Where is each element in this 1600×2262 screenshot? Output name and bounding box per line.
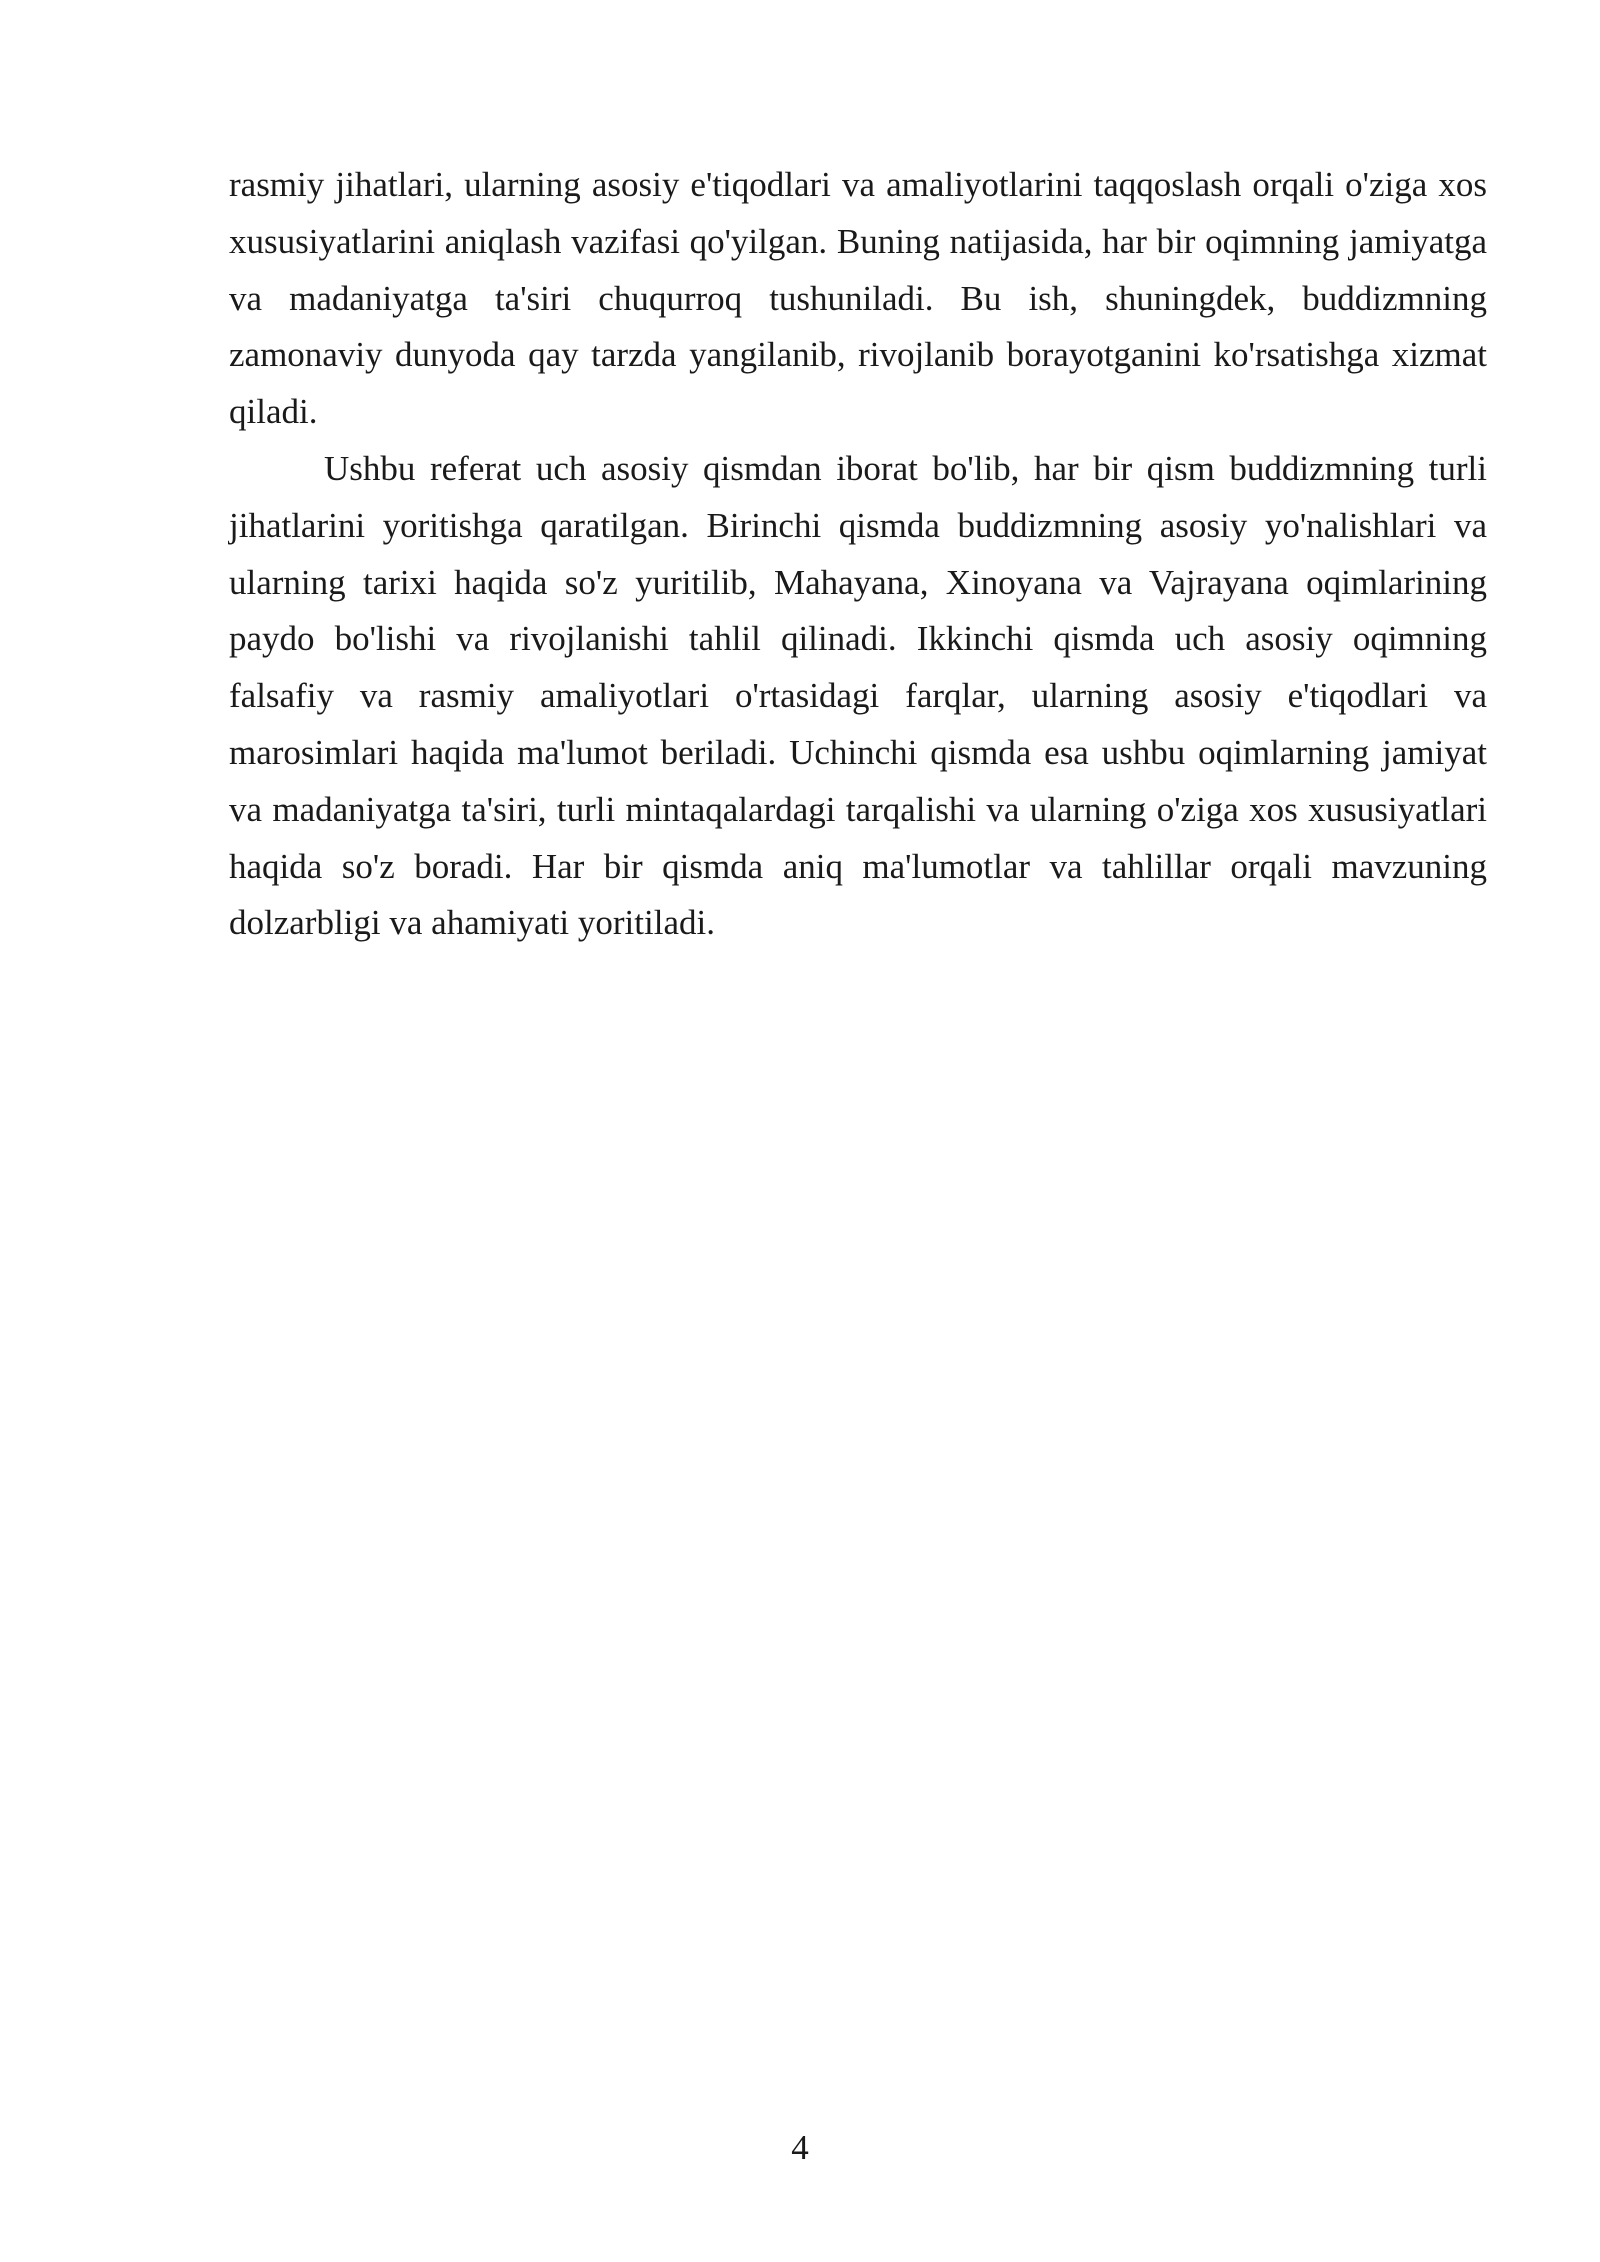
paragraph-continuation: rasmiy jihatlari, ularning asosiy e'tiqodlari va amaliyotlarini taqqoslash orqali o'ziga xos xususiyatlarini aniqlash vazifasi qo'yilgan. Buning natijasida, har bir oqimning jamiyatga va madaniyatga ta'siri chuqurroq tushuniladi. Bu ish, shuningdek, buddizmning zamonaviy dunyoda qay tarzda yangilanib, rivojlanib borayotganini ko'rsatishga xizmat qiladi.	[229, 165, 1487, 432]
paragraph-structure-overview: Ushbu referat uch asosiy qismdan iborat bo'lib, har bir qism buddizmning turli jihatlarini yoritishga qaratilgan. Birinchi qismda buddizmning asosiy yo'nalishlari va ularning tarixi haqida so'z yuritilib, Mahayana, Xinoyana va Vajrayana oqimlarining paydo bo'lishi va rivojlanishi tahlil qilinadi. Ikkinchi qismda uch asosiy oqimning falsafiy va rasmiy amaliyotlari o'rtasidagi farqlar, ularning asosiy e'tiqodlari va marosimlari haqida ma'lumot beriladi. Uchinchi qismda esa ushbu oqimlarning jamiyat va madaniyatga ta'siri, turli mintaqalardagi tarqalishi va ularning o'ziga xos xususiyatlari haqida so'z boradi. Har bir qismda aniq ma'lumotlar va tahlillar orqali mavzuning dolzarbligi va ahamiyati yoritiladi.	[229, 448, 1487, 943]
body-text	[229, 157, 1487, 952]
page-number: 4	[791, 2128, 809, 2167]
